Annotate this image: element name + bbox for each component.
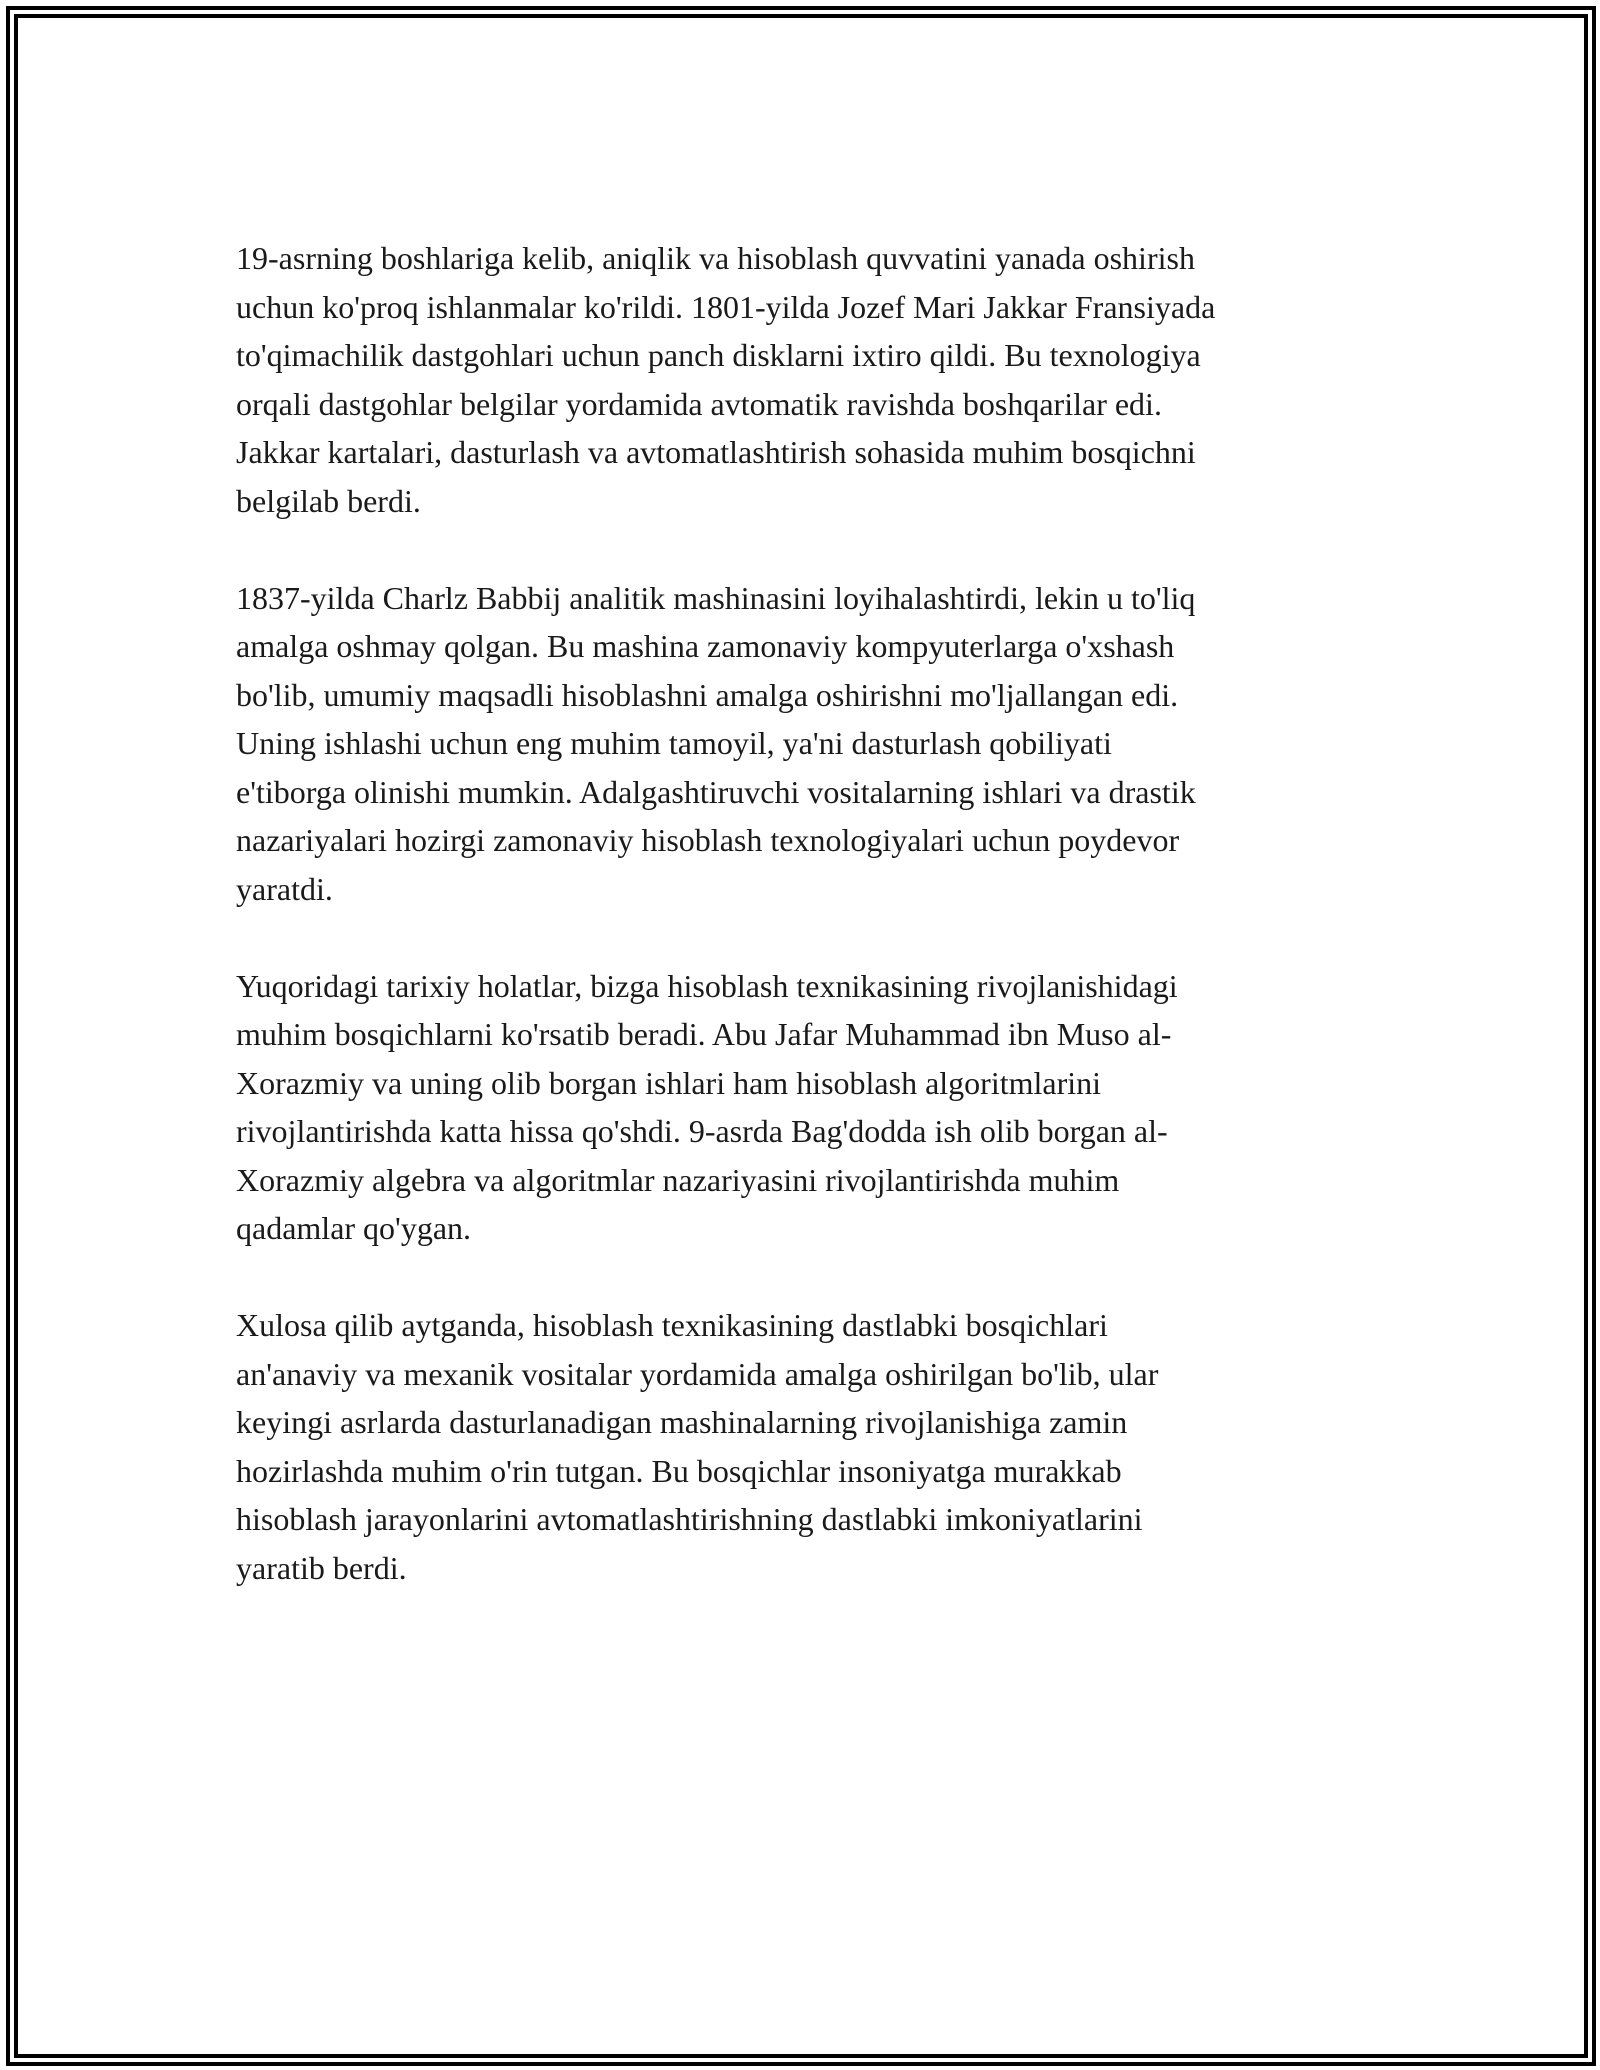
text-line: nazariyalari hozirgi zamonaviy hisoblash texnologiyalari uchun poydevor — [236, 822, 1180, 858]
text-line: rivojlantirishda katta hissa qo'shdi. 9-asrda Bag'dodda ish olib borgan al- — [236, 1113, 1168, 1149]
text-line: yaratdi. — [236, 870, 333, 907]
paragraph-3 — [236, 962, 1376, 1253]
text-line: hisoblash jarayonlarini avtomatlashtirishning dastlabki imkoniyatlarini — [236, 1501, 1143, 1537]
text-line: bo'lib, umumiy maqsadli hisoblashni amalga oshirishni mo'ljallangan edi. — [236, 676, 1179, 713]
paragraph-4 — [236, 1301, 1376, 1592]
text-line: Yuqoridagi tarixiy holatlar, bizga hisoblash texnikasining rivojlanishidagi — [236, 967, 1178, 1004]
text-line: uchun ko'proq ishlanmalar ko'rildi. 1801-yilda Jozef Mari Jakkar Fransiyada — [236, 288, 1216, 325]
text-line: Uning ishlashi uchun eng muhim tamoyil, ya'ni dasturlash qobiliyati — [236, 725, 1112, 761]
text-line: an'anaviy va mexanik vositalar yordamida amalga oshirilgan bo'lib, ular — [236, 1355, 1159, 1392]
text-line: 1837-yilda Charlz Babbij analitik mashinasini loyihalashtirdi, lekin u to'liq — [236, 579, 1196, 616]
text-line: qadamlar qo'ygan. — [236, 1210, 472, 1246]
text-line: belgilab berdi. — [236, 482, 421, 519]
text-line: Xulosa qilib aytganda, hisoblash texnikasining dastlabki bosqichlari — [236, 1307, 1108, 1343]
paragraph-2 — [236, 574, 1376, 914]
text-line: muhim bosqichlarni ko'rsatib beradi. Abu Jafar Muhammad ibn Muso al- — [236, 1016, 1172, 1052]
text-line: e'tiborga olinishi mumkin. Adalgashtiruvchi vositalarning ishlari va drastik — [236, 773, 1196, 810]
text-line: keyingi asrlarda dasturlanadigan mashinalarning rivojlanishiga zamin — [236, 1404, 1128, 1440]
document-body — [236, 234, 1376, 1592]
text-line: amalga oshmay qolgan. Bu mashina zamonaviy kompyuterlarga o'xshash — [236, 628, 1175, 664]
text-line: yaratib berdi. — [236, 1549, 407, 1586]
text-line: to'qimachilik dastgohlari uchun panch disklarni ixtiro qildi. Bu texnologiya — [236, 337, 1201, 373]
paragraph-1 — [236, 234, 1376, 525]
text-line: Xorazmiy algebra va algoritmlar nazariyasini rivojlantirishda muhim — [236, 1161, 1120, 1198]
text-line: hozirlashda muhim o'rin tutgan. Bu bosqichlar insoniyatga murakkab — [236, 1452, 1122, 1489]
text-line: 19-asrning boshlariga kelib, aniqlik va hisoblash quvvatini yanada oshirish — [236, 240, 1195, 276]
text-line: orqali dastgohlar belgilar yordamida avtomatik ravishda boshqarilar edi. — [236, 385, 1162, 422]
text-line: Xorazmiy va uning olib borgan ishlari ham hisoblash algoritmlarini — [236, 1064, 1102, 1101]
text-line: Jakkar kartalari, dasturlash va avtomatlashtirish sohasida muhim bosqichni — [236, 434, 1196, 470]
